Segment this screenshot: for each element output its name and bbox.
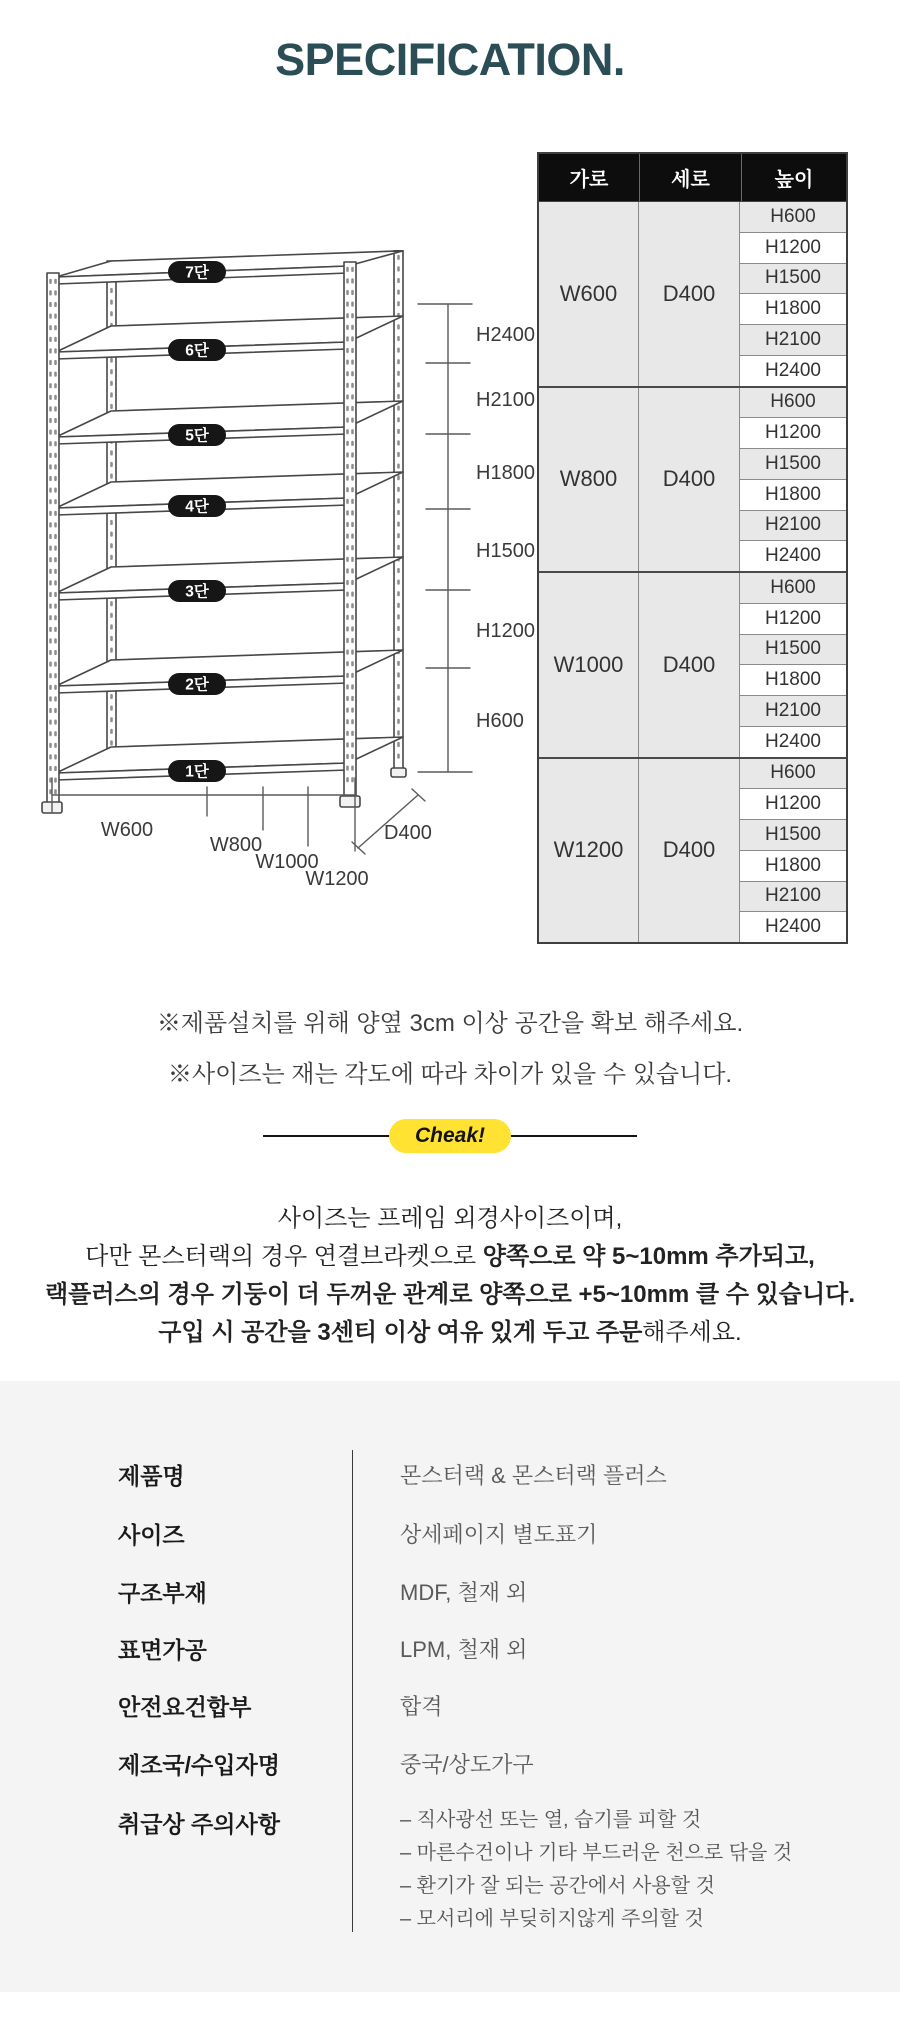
depth-cell: D400 (639, 573, 740, 757)
depth-cell: D400 (639, 388, 740, 572)
spec-label: 취급상 주의사항 (118, 1811, 280, 1837)
height-cell: H2400 (740, 540, 846, 571)
desc-line: 랙플러스의 경우 기둥이 더 두꺼운 관계로 양쪽으로 +5~10mm 클 수 있습니다. (44, 1281, 856, 1308)
install-notes (0, 998, 900, 1100)
height-cell: H1200 (740, 603, 846, 634)
spec-label: 제조국/수입자명 (118, 1752, 280, 1778)
desc-line: 다만 몬스터랙의 경우 연결브라켓으로 양쪽으로 약 5~10mm 추가되고, (85, 1243, 815, 1270)
height-label: H1500 (476, 540, 535, 562)
svg-text:6단: 6단 (185, 342, 209, 360)
depth-cell: D400 (639, 759, 740, 943)
height-cell: H1200 (740, 788, 846, 819)
height-cell: H1500 (740, 263, 846, 294)
svg-text:2단: 2단 (185, 676, 209, 694)
height-cell: H1200 (740, 417, 846, 448)
rack-drawing (42, 251, 406, 813)
height-cell: H2100 (740, 881, 846, 912)
check-badge-label: Cheak! (414, 1124, 486, 1147)
height-cell: H2400 (740, 726, 846, 757)
width-label: W600 (100, 819, 154, 841)
height-cell: H2100 (740, 510, 846, 541)
height-cell: H2400 (740, 355, 846, 386)
tier-badge (168, 261, 226, 283)
height-cell: H600 (740, 759, 846, 789)
width-label: W800 (209, 834, 263, 856)
depth-label: D400 (384, 822, 432, 844)
caution-line: – 마른수건이나 기타 부드러운 천으로 닦을 것 (400, 1842, 793, 1864)
height-cell: H2100 (740, 324, 846, 355)
tier-badge (168, 495, 226, 517)
size-table-header-width: 가로 (539, 154, 640, 201)
spec-divider-line (352, 1450, 353, 1932)
spec-value: MDF, 철재 외 (400, 1580, 528, 1605)
size-table-header-depth: 세로 (640, 154, 742, 201)
size-table-group (539, 386, 846, 572)
height-label: H2100 (476, 389, 535, 411)
size-table (537, 152, 848, 944)
svg-text:7단: 7단 (185, 264, 209, 282)
size-table-header (539, 154, 846, 202)
rack-diagram (40, 250, 560, 900)
caution-list (400, 1804, 792, 1936)
size-table-group (539, 571, 846, 757)
height-cell: H600 (740, 202, 846, 232)
spec-label: 사이즈 (118, 1522, 185, 1548)
size-table-header-height: 높이 (774, 169, 814, 191)
width-cell: W1000 (539, 573, 639, 757)
note-line: ※사이즈는 재는 각도에 따라 차이가 있을 수 있습니다. (167, 1061, 733, 1088)
tier-badge (168, 424, 226, 446)
height-label: H2400 (476, 324, 535, 346)
svg-text:4단: 4단 (185, 498, 209, 516)
tier-badge (168, 673, 226, 695)
height-cell: H1800 (740, 664, 846, 695)
height-cell: H1200 (740, 232, 846, 263)
width-labels (101, 819, 432, 890)
width-label: W1000 (255, 851, 319, 873)
size-description (0, 1200, 900, 1352)
width-cell: W1200 (539, 759, 639, 943)
height-cell: H600 (740, 573, 846, 603)
spec-value: 합격 (400, 1694, 443, 1719)
desc-line: 사이즈는 프레임 외경사이즈이며, (277, 1205, 623, 1232)
tier-badge (168, 339, 226, 361)
height-cell: H2400 (740, 911, 846, 942)
height-cell: H1800 (740, 850, 846, 881)
spec-label: 구조부재 (118, 1580, 207, 1606)
caution-line: – 직사광선 또는 열, 습기를 피할 것 (400, 1809, 702, 1831)
depth-cell: D400 (639, 202, 740, 386)
page-title: SPECIFICATION. (275, 34, 625, 85)
width-cell: W600 (539, 202, 639, 386)
caution-line: – 환기가 잘 되는 공간에서 사용할 것 (400, 1875, 715, 1897)
height-cell: H1500 (740, 448, 846, 479)
product-spec-section (0, 1381, 900, 1992)
width-cell: W800 (539, 388, 639, 572)
size-table-group (539, 757, 846, 943)
svg-text:1단: 1단 (185, 763, 209, 781)
size-table-group (539, 202, 846, 386)
svg-text:3단: 3단 (185, 583, 209, 601)
spec-label: 안전요건합부 (118, 1694, 252, 1720)
height-labels (476, 324, 535, 732)
desc-line: 구입 시 공간을 3센티 이상 여유 있게 두고 주문해주세요. (158, 1319, 742, 1346)
height-ruler (418, 304, 472, 772)
svg-text:5단: 5단 (185, 427, 209, 445)
height-label: H1200 (476, 620, 535, 642)
height-label: H600 (476, 710, 524, 732)
check-divider (0, 1119, 900, 1153)
height-cell: H1800 (740, 479, 846, 510)
tier-badge (168, 760, 226, 782)
tier-badge (168, 580, 226, 602)
width-label: W1200 (305, 868, 369, 890)
height-cell: H2100 (740, 695, 846, 726)
height-label: H1800 (476, 462, 535, 484)
height-cell: H1800 (740, 293, 846, 324)
spec-label: 제품명 (118, 1463, 185, 1489)
height-cell: H1500 (740, 634, 846, 665)
spec-value: 상세페이지 별도표기 (400, 1522, 598, 1547)
height-cell: H600 (740, 388, 846, 418)
check-badge (389, 1119, 511, 1153)
spec-value: 중국/상도가구 (400, 1752, 534, 1777)
note-line: ※제품설치를 위해 양옆 3cm 이상 공간을 확보 해주세요. (156, 1010, 744, 1037)
caution-line: – 모서리에 부딪히지않게 주의할 것 (400, 1908, 704, 1930)
height-cell: H1500 (740, 819, 846, 850)
spec-value: LPM, 철재 외 (400, 1637, 528, 1662)
spec-label: 표면가공 (118, 1637, 207, 1663)
spec-value: 몬스터랙 & 몬스터랙 플러스 (400, 1463, 667, 1488)
